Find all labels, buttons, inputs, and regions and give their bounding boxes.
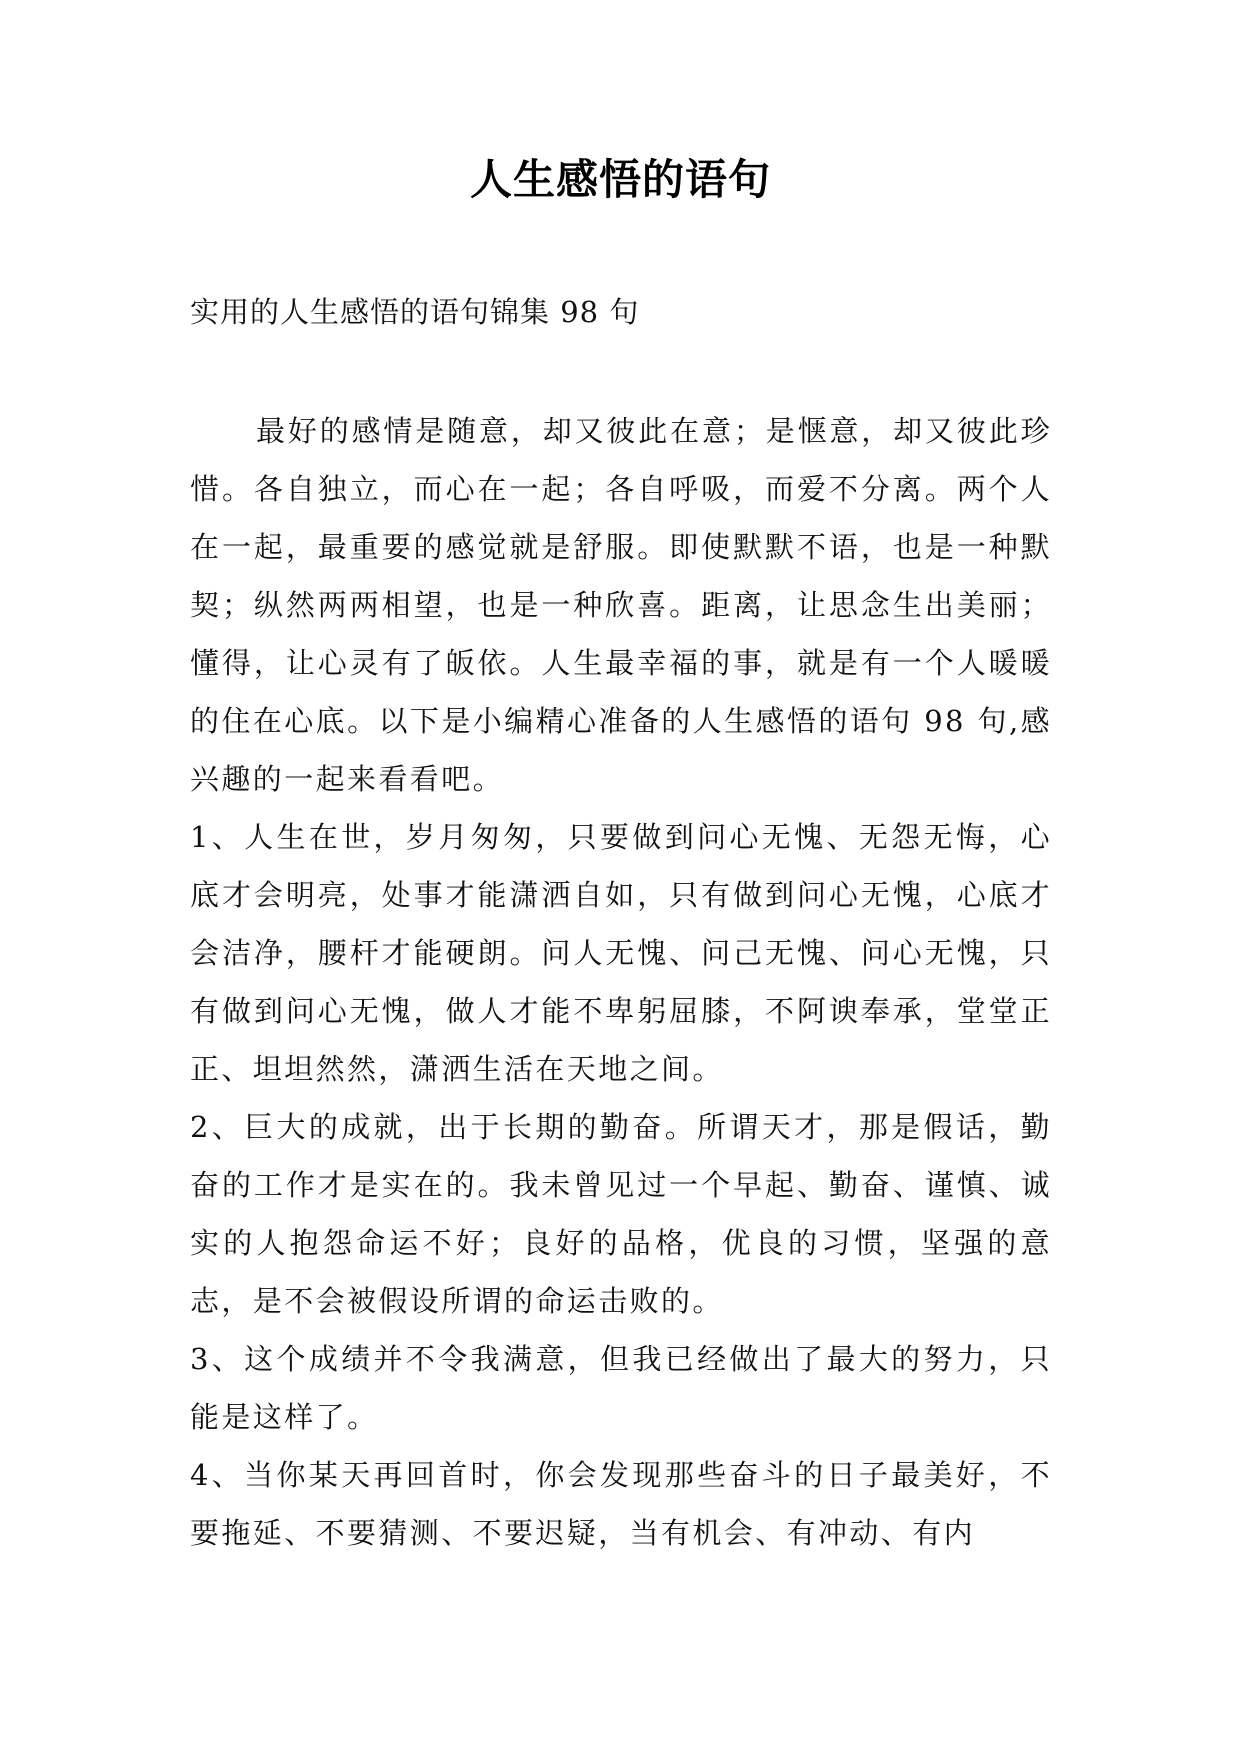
quote-item-4: 4、当你某天再回首时，你会发现那些奋斗的日子最美好，不要拖延、不要猜测、不要迟疑，当有机会、有冲动、有内 [190, 1458, 1052, 1550]
document-subtitle: 实用的人生感悟的语句锦集 98 句 [190, 295, 640, 329]
quote-item-3: 3、这个成绩并不令我满意，但我已经做出了最大的努力，只能是这样了。 [190, 1342, 1052, 1434]
document-title: 人生感悟的语句 [469, 155, 771, 204]
quote-item-2: 2、巨大的成就，出于长期的勤奋。所谓天才，那是假话，勤奋的工作才是实在的。我未曾见过一个早起、勤奋、谨慎、诚实的人抱怨命运不好；良好的品格，优良的习惯，坚强的意志，是不会被假设所谓的命运击败的。 [190, 1110, 1052, 1318]
quote-item-1: 1、人生在世，岁月匆匆，只要做到问心无愧、无怨无悔，心底才会明亮，处事才能潇洒自如，只有做到问心无愧，心底才会洁净，腰杆才能硬朗。问人无愧、问己无愧、问心无愧，只有做到问心无愧，做人才能不卑躬屈膝，不阿谀奉承，堂堂正正、坦坦然然，潇洒生活在天地之间。 [190, 820, 1052, 1086]
intro-paragraph: 最好的感情是随意，却又彼此在意；是惬意，却又彼此珍惜。各自独立，而心在一起；各自呼吸，而爱不分离。两个人在一起，最重要的感觉就是舒服。即使默默不语，也是一种默契；纵然两两相望，也是一种欣喜。距离，让思念生出美丽；懂得，让心灵有了皈依。人生最幸福的事，就是有一个人暖暖的住在心底。以下是小编精心准备的人生感悟的语句 98 句,感兴趣的一起来看看吧。 [190, 414, 1052, 796]
document-body [190, 402, 1052, 1562]
